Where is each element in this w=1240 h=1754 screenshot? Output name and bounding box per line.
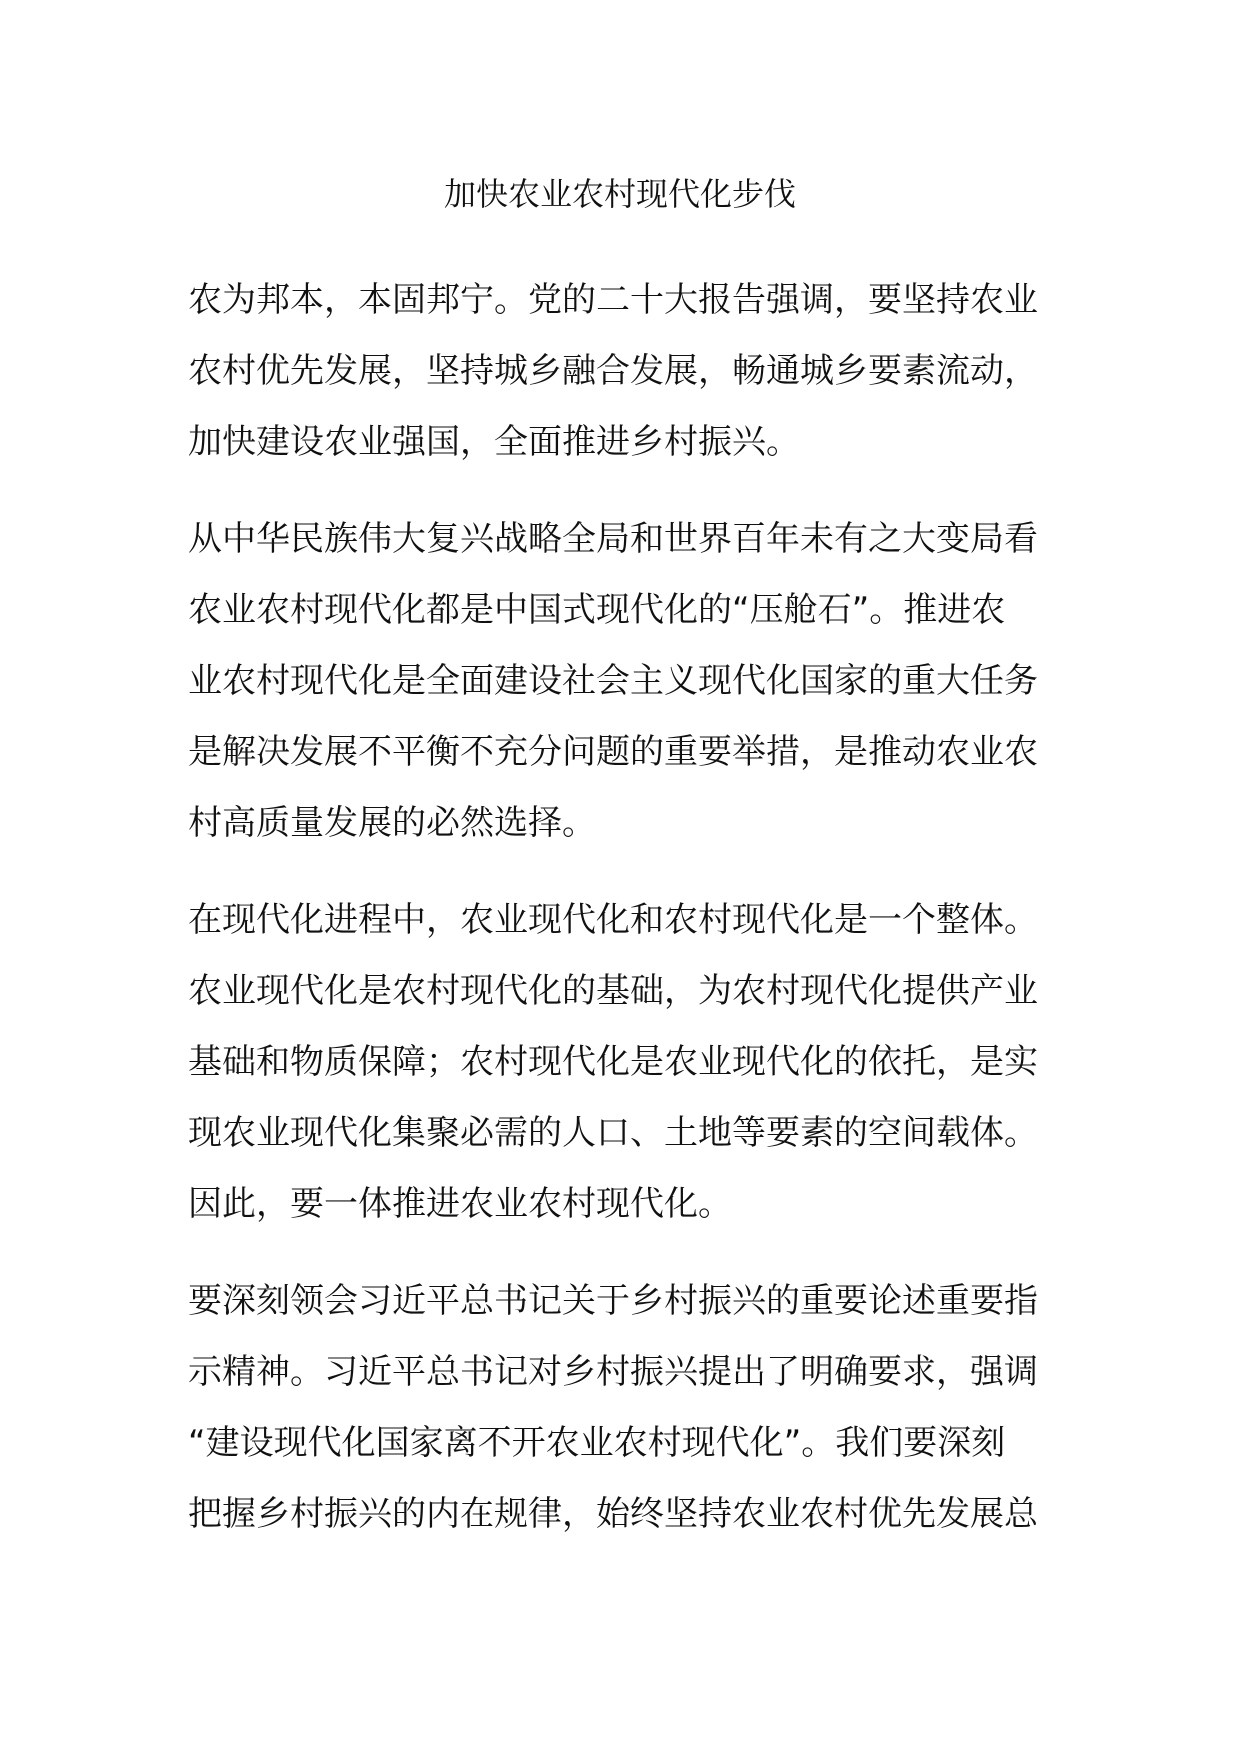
paragraph-line: 是解决发展不平衡不充分问题的重要举措，是推动农业农 [188,732,1038,772]
paragraph-line: “建设现代化国家离不开农业农村现代化”。我们要深刻 [188,1423,1006,1463]
paragraph-line: 村高质量发展的必然选择。 [188,803,596,843]
paragraph-line: 业农村现代化是全面建设社会主义现代化国家的重大任务 [188,661,1038,701]
paragraph-line: 从中华民族伟大复兴战略全局和世界百年未有之大变局看 [188,519,1038,559]
paragraph-line: 农为邦本，本固邦宁。党的二十大报告强调，要坚持农业 [188,280,1038,320]
paragraph-line: 在现代化进程中，农业现代化和农村现代化是一个整体。 [188,900,1038,940]
paragraph-line: 加快建设农业强国，全面推进乡村振兴。 [188,422,800,462]
paragraph-1 [188,265,1064,478]
document-body [188,265,1064,1576]
paragraph-line: 现农业现代化集聚必需的人口、土地等要素的空间载体。 [188,1113,1038,1153]
paragraph-line: 基础和物质保障；农村现代化是农业现代化的依托，是实 [188,1042,1038,1082]
paragraph-2 [188,504,1064,859]
paragraph-3 [188,885,1064,1240]
paragraph-line: 示精神。习近平总书记对乡村振兴提出了明确要求，强调 [188,1352,1038,1392]
paragraph-4 [188,1266,1064,1550]
paragraph-line: 要深刻领会习近平总书记关于乡村振兴的重要论述重要指 [188,1281,1038,1321]
paragraph-line: 农业农村现代化都是中国式现代化的“压舱石”。推进农 [188,590,1006,630]
paragraph-line: 因此，要一体推进农业农村现代化。 [188,1184,732,1224]
document-title: 加快农业农村现代化步伐 [443,175,796,213]
paragraph-line: 农村优先发展，坚持城乡融合发展，畅通城乡要素流动， [188,351,1038,391]
paragraph-line: 农业现代化是农村现代化的基础，为农村现代化提供产业 [188,971,1038,1011]
paragraph-line: 把握乡村振兴的内在规律，始终坚持农业农村优先发展总 [188,1494,1038,1534]
